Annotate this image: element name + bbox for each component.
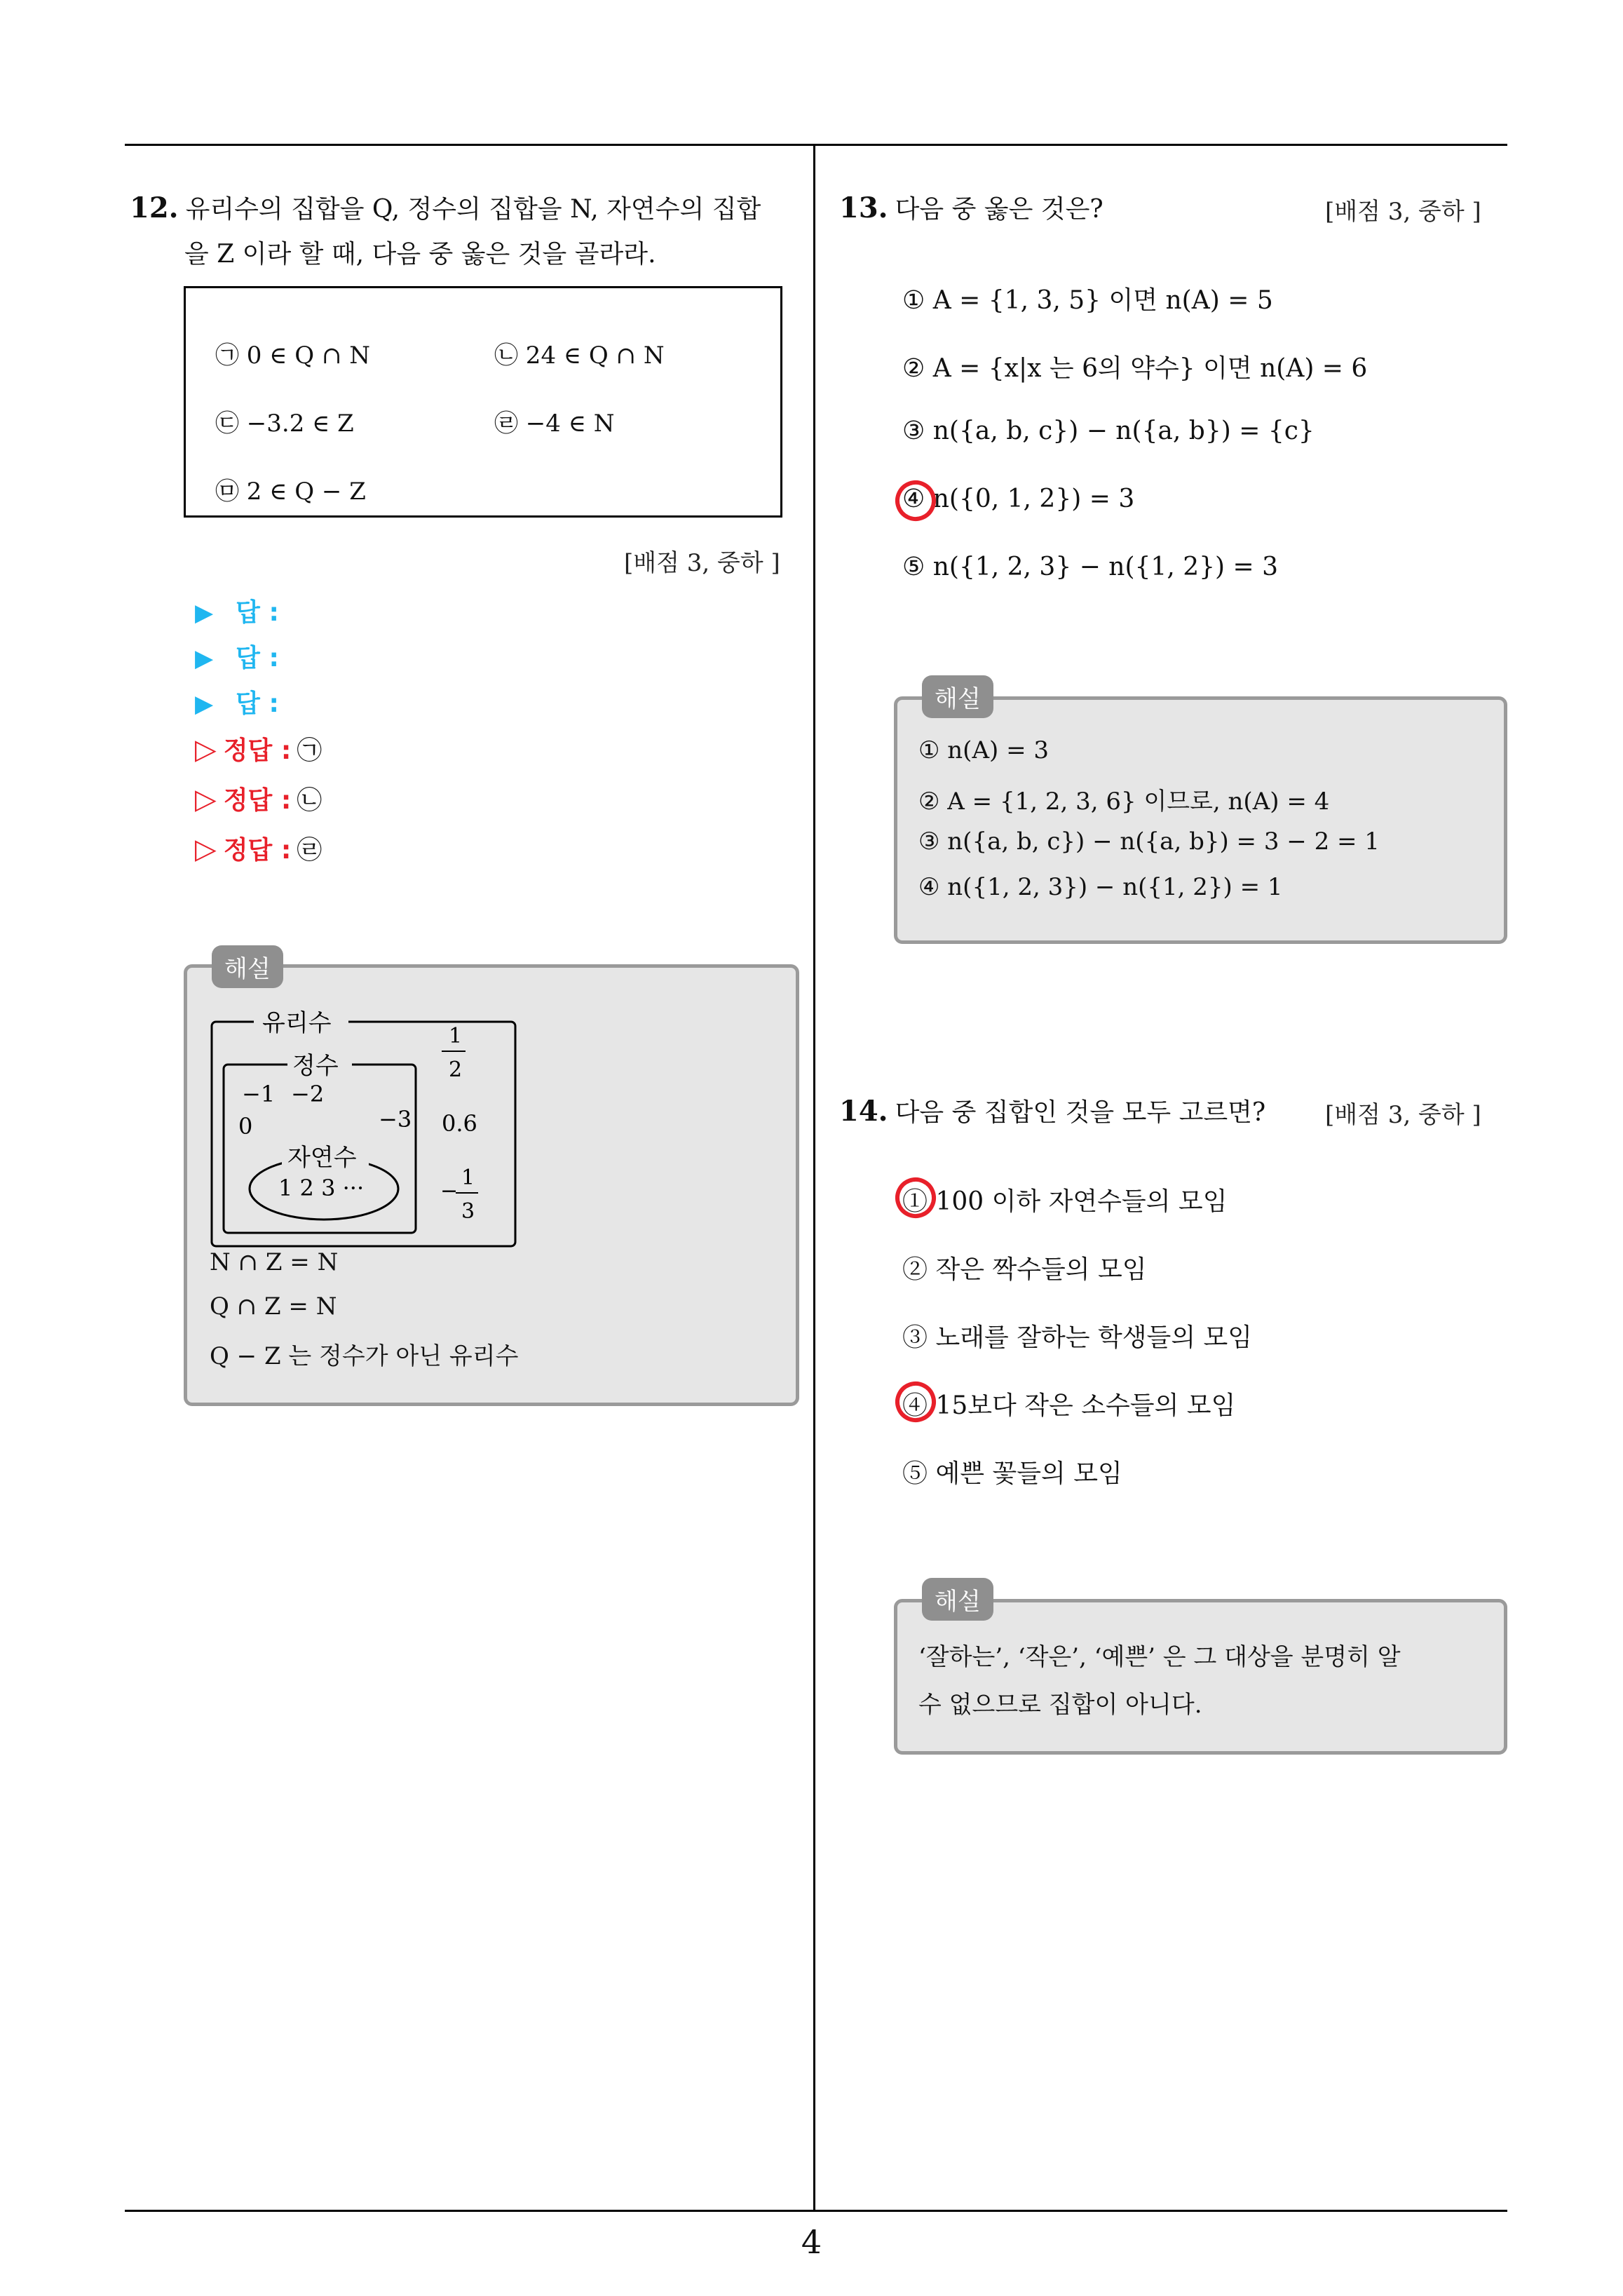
explanation-box-q13	[894, 696, 1507, 944]
explanation-line: ③ n({a, b, c}) − n({a, b}) = 3 − 2 = 1	[918, 828, 1380, 856]
correct-label: 정답 :	[223, 736, 292, 765]
explanation-tag: 해설	[922, 675, 993, 718]
correct-label: 정답 :	[223, 836, 292, 865]
option-1[interactable]: ① 100 이하 자연수들의 모임	[902, 1187, 1228, 1216]
answer-line-3[interactable]	[195, 684, 279, 720]
correct-answer-2	[195, 781, 322, 816]
explanation-line: Q − Z 는 정수가 아닌 유리수	[210, 1342, 519, 1370]
page-number: 4	[801, 2223, 822, 2261]
natural-values: 1 2 3 ···	[278, 1175, 365, 1201]
option-4[interactable]: ④ 15보다 작은 소수들의 모임	[902, 1391, 1236, 1420]
correct-arrow-icon: ▷	[195, 783, 217, 816]
points-label: [배점 3, 중하 ]	[1325, 1101, 1481, 1129]
correct-answer-3	[195, 830, 322, 866]
question-text: 다음 중 집합인 것을 모두 고르면?	[895, 1098, 1266, 1127]
option-2[interactable]: ② 작은 짝수들의 모임	[902, 1255, 1147, 1284]
question-number: 12.	[130, 191, 179, 224]
answer-label: 답 :	[236, 598, 279, 627]
choice-e: ㉤ 2 ∈ Q − Z	[215, 478, 366, 506]
question-number: 14.	[839, 1095, 888, 1128]
points-label: [배점 3, 중하 ]	[1325, 198, 1481, 226]
points-label: [배점 3, 중하 ]	[624, 549, 780, 577]
question-14	[839, 1089, 1265, 1135]
answer-arrow-icon: ▶	[195, 690, 214, 718]
selected-circle-icon	[890, 475, 942, 527]
correct-label: 정답 :	[223, 786, 292, 815]
correct-arrow-icon: ▷	[195, 734, 217, 766]
integer-value: −3	[379, 1106, 412, 1133]
answer-line-1[interactable]	[195, 593, 279, 628]
decimal-value: 0.6	[442, 1110, 477, 1137]
answer-arrow-icon: ▶	[195, 599, 214, 627]
question-number: 13.	[839, 191, 888, 224]
explanation-line: ‘잘하는’, ‘작은’, ‘예쁜’ 은 그 대상을 분명히 알	[918, 1643, 1401, 1671]
question-text: 다음 중 옳은 것은?	[895, 195, 1103, 224]
question-text-line2: 을 Z 이라 할 때, 다음 중 옳은 것을 골라라.	[184, 240, 656, 269]
option-5[interactable]: ⑤ n({1, 2, 3} − n({1, 2}) = 3	[902, 553, 1279, 581]
question-13	[839, 186, 1103, 232]
fraction-numerator: 1	[449, 1024, 463, 1048]
fraction-numerator: 1	[461, 1166, 475, 1190]
choice-box	[184, 286, 782, 518]
option-3[interactable]: ③ n({a, b, c}) − n({a, b}) = {c}	[902, 417, 1315, 445]
integer-label: 정수	[292, 1052, 339, 1080]
option-1[interactable]: ① A = {1, 3, 5} 이면 n(A) = 5	[902, 286, 1273, 315]
answer-arrow-icon: ▶	[195, 644, 214, 673]
question-text-line1: 유리수의 집합을 Q, 정수의 집합을 N, 자연수의 집합	[185, 195, 761, 224]
explanation-box-q14	[894, 1599, 1507, 1755]
fraction-denominator: 3	[461, 1199, 475, 1224]
choice-b: ㉡ 24 ∈ Q ∩ N	[494, 342, 665, 370]
integer-value: −2	[291, 1081, 325, 1107]
answer-label: 답 :	[236, 689, 279, 718]
option-3[interactable]: ③ 노래를 잘하는 학생들의 모임	[902, 1323, 1253, 1352]
natural-label: 자연수	[287, 1144, 357, 1172]
choice-d: ㉣ −4 ∈ N	[494, 410, 615, 438]
column-divider	[813, 144, 815, 2212]
question-12	[130, 186, 803, 277]
integer-value: 0	[238, 1113, 253, 1140]
explanation-line: N ∩ Z = N	[210, 1248, 339, 1276]
correct-value: ㉠	[297, 736, 322, 765]
answer-line-2[interactable]	[195, 638, 279, 674]
explanation-line: ① n(A) = 3	[918, 736, 1050, 764]
top-rule	[125, 144, 1507, 146]
explanation-tag: 해설	[922, 1578, 993, 1621]
bottom-rule	[125, 2210, 1507, 2212]
explanation-line: 수 없으므로 집합이 아니다.	[918, 1691, 1202, 1719]
correct-value: ㉣	[297, 836, 322, 865]
integer-value: −1	[242, 1081, 276, 1107]
correct-value: ㉡	[297, 786, 322, 815]
fraction-denominator: 2	[449, 1058, 463, 1082]
choice-c: ㉢ −3.2 ∈ Z	[215, 410, 354, 438]
fraction-sign: −	[440, 1179, 459, 1203]
explanation-box-q12	[184, 964, 799, 1406]
explanation-line: ④ n({1, 2, 3}) − n({1, 2}) = 1	[918, 873, 1283, 901]
correct-answer-1	[195, 731, 322, 767]
option-2[interactable]: ② A = {x|x 는 6의 약수} 이면 n(A) = 6	[902, 354, 1368, 383]
explanation-line: Q ∩ Z = N	[210, 1292, 337, 1321]
rational-label: 유리수	[262, 1009, 332, 1037]
correct-arrow-icon: ▷	[195, 833, 217, 865]
option-5[interactable]: ⑤ 예쁜 꽃들의 모임	[902, 1459, 1122, 1488]
choice-a: ㉠ 0 ∈ Q ∩ N	[215, 342, 370, 370]
answer-label: 답 :	[236, 644, 279, 673]
explanation-tag: 해설	[212, 945, 283, 988]
explanation-line: ② A = {1, 2, 3, 6} 이므로, n(A) = 4	[918, 788, 1330, 816]
option-4[interactable]: ④ n({0, 1, 2}) = 3	[902, 485, 1135, 513]
